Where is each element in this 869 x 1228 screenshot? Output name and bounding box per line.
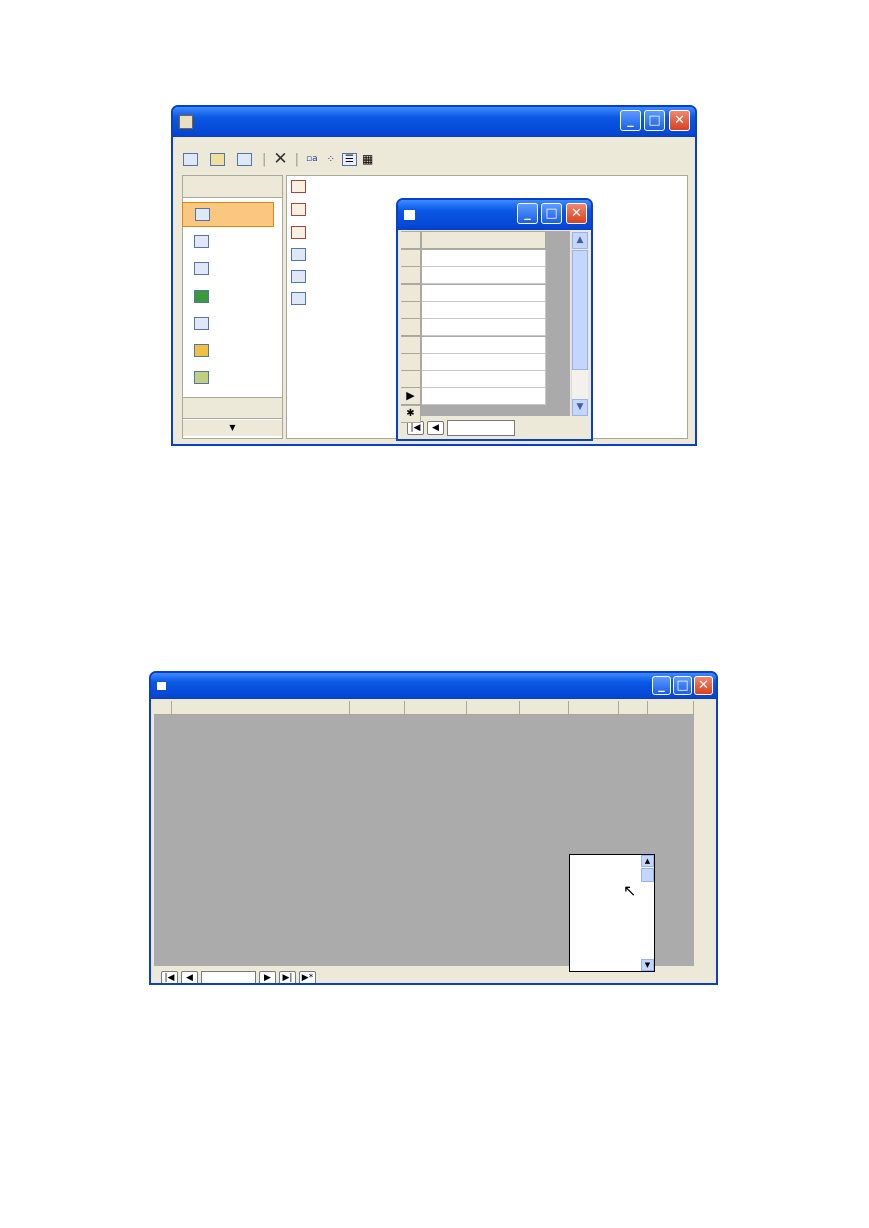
minimize-button[interactable]: _ [620, 110, 641, 131]
column-header[interactable] [648, 701, 694, 715]
design-icon [210, 153, 225, 166]
wizard-icon [291, 203, 306, 216]
table-icon [291, 270, 306, 283]
object-forms[interactable] [182, 256, 274, 281]
last-record-icon[interactable]: ▶| [279, 971, 296, 985]
new-record-icon[interactable]: ▶* [299, 971, 316, 985]
table-icon [404, 210, 415, 220]
first-record-icon[interactable]: |◀ [161, 971, 178, 985]
report-icon [194, 290, 209, 303]
minimize-button[interactable]: _ [517, 203, 538, 224]
table-icon [291, 248, 306, 261]
query-icon [194, 235, 209, 248]
maximize-button[interactable]: □ [673, 676, 692, 695]
object-queries[interactable] [182, 229, 274, 254]
prev-record-icon[interactable]: ◀ [181, 971, 198, 985]
objects-header [183, 176, 282, 198]
page-icon [194, 317, 209, 330]
row-selector[interactable] [401, 250, 421, 267]
scroll-down-icon[interactable]: ▼ [572, 399, 588, 416]
toolbar-separator: | [262, 151, 267, 167]
record-navigator [158, 971, 322, 985]
toolbar [183, 149, 373, 169]
column-header[interactable] [520, 701, 569, 715]
column-header[interactable] [619, 701, 648, 715]
table-icon [157, 682, 166, 690]
column-header[interactable] [467, 701, 520, 715]
list-item[interactable] [291, 203, 320, 216]
table-row[interactable] [422, 302, 546, 319]
close-button[interactable]: ✕ [669, 110, 690, 131]
wizard-icon [291, 180, 306, 193]
row-selector[interactable] [401, 302, 421, 319]
row-selector[interactable] [401, 319, 421, 336]
scroll-up-icon[interactable]: ▲ [572, 232, 588, 249]
maximize-button[interactable]: □ [541, 203, 562, 224]
groups-expand-icon[interactable]: ▼ [183, 420, 282, 436]
close-button[interactable]: ✕ [566, 203, 587, 224]
object-tables[interactable] [182, 202, 274, 227]
table-icon [195, 208, 210, 221]
list-item[interactable] [291, 180, 320, 193]
book-info-titlebar[interactable] [151, 673, 716, 699]
list-item[interactable] [291, 292, 320, 305]
row-selector[interactable] [401, 371, 421, 388]
table-row[interactable] [422, 388, 546, 405]
scroll-thumb[interactable] [572, 250, 588, 370]
row-selector[interactable] [401, 337, 421, 354]
category-table-titlebar[interactable] [398, 200, 591, 230]
database-window-titlebar[interactable] [173, 107, 695, 137]
details-icon[interactable]: ▦ [362, 152, 374, 166]
list-item[interactable] [291, 226, 320, 239]
table-row[interactable] [422, 250, 546, 267]
first-record-icon[interactable]: |◀ [407, 421, 424, 435]
large-icons-icon[interactable]: ▫a [306, 154, 318, 164]
form-icon [194, 262, 209, 275]
column-header[interactable] [569, 701, 619, 715]
dropdown-scroll-thumb[interactable] [641, 868, 654, 882]
list-item[interactable] [291, 248, 320, 261]
record-number-input[interactable] [201, 971, 256, 985]
dropdown-scroll-down-icon[interactable]: ▼ [641, 959, 654, 971]
object-reports[interactable] [182, 284, 274, 309]
mouse-cursor-icon: ↖ [623, 881, 637, 900]
object-modules[interactable] [182, 365, 274, 390]
row-selector[interactable] [401, 285, 421, 302]
table-row[interactable] [422, 267, 546, 284]
small-icons-icon[interactable]: ⁘ [326, 153, 336, 165]
scrollbar[interactable] [571, 232, 588, 416]
column-header[interactable] [350, 701, 405, 715]
maximize-button[interactable]: □ [644, 110, 665, 131]
table-row[interactable] [422, 371, 546, 388]
prev-record-icon[interactable]: ◀ [427, 421, 444, 435]
object-macros[interactable] [182, 338, 274, 363]
new-row-selector[interactable]: ✱ [401, 406, 421, 423]
table-row[interactable] [422, 319, 546, 336]
toolbar-separator: | [294, 151, 300, 167]
column-header[interactable] [172, 701, 350, 715]
close-button[interactable]: ✕ [694, 676, 713, 695]
wizard-icon [291, 226, 306, 239]
macro-icon [194, 344, 209, 357]
minimize-button[interactable]: _ [652, 676, 671, 695]
dropdown-scroll-up-icon[interactable]: ▲ [641, 855, 654, 867]
object-pages[interactable] [182, 311, 274, 336]
record-number-input[interactable] [447, 420, 515, 436]
open-icon [183, 153, 198, 166]
list-icon[interactable]: ☰ [342, 153, 357, 166]
column-header[interactable] [422, 232, 546, 249]
delete-icon[interactable]: ✕ [273, 149, 288, 169]
groups-button[interactable] [183, 397, 282, 419]
table-row[interactable] [422, 337, 546, 354]
next-record-icon[interactable]: ▶ [259, 971, 276, 985]
module-icon [194, 371, 209, 384]
new-icon [237, 153, 252, 166]
corner-selector[interactable] [401, 232, 421, 249]
table-row[interactable] [422, 285, 546, 302]
row-selector[interactable] [401, 354, 421, 371]
db-icon [179, 115, 193, 129]
book-info-table-window [149, 671, 718, 985]
row-selector[interactable]: ▶ [401, 388, 421, 405]
list-item[interactable] [291, 270, 320, 283]
table-row[interactable] [422, 354, 546, 371]
category-table-window [396, 198, 593, 441]
table-icon [291, 292, 306, 305]
column-header[interactable] [405, 701, 467, 715]
corner-selector[interactable] [154, 701, 172, 715]
row-selector[interactable] [401, 267, 421, 284]
